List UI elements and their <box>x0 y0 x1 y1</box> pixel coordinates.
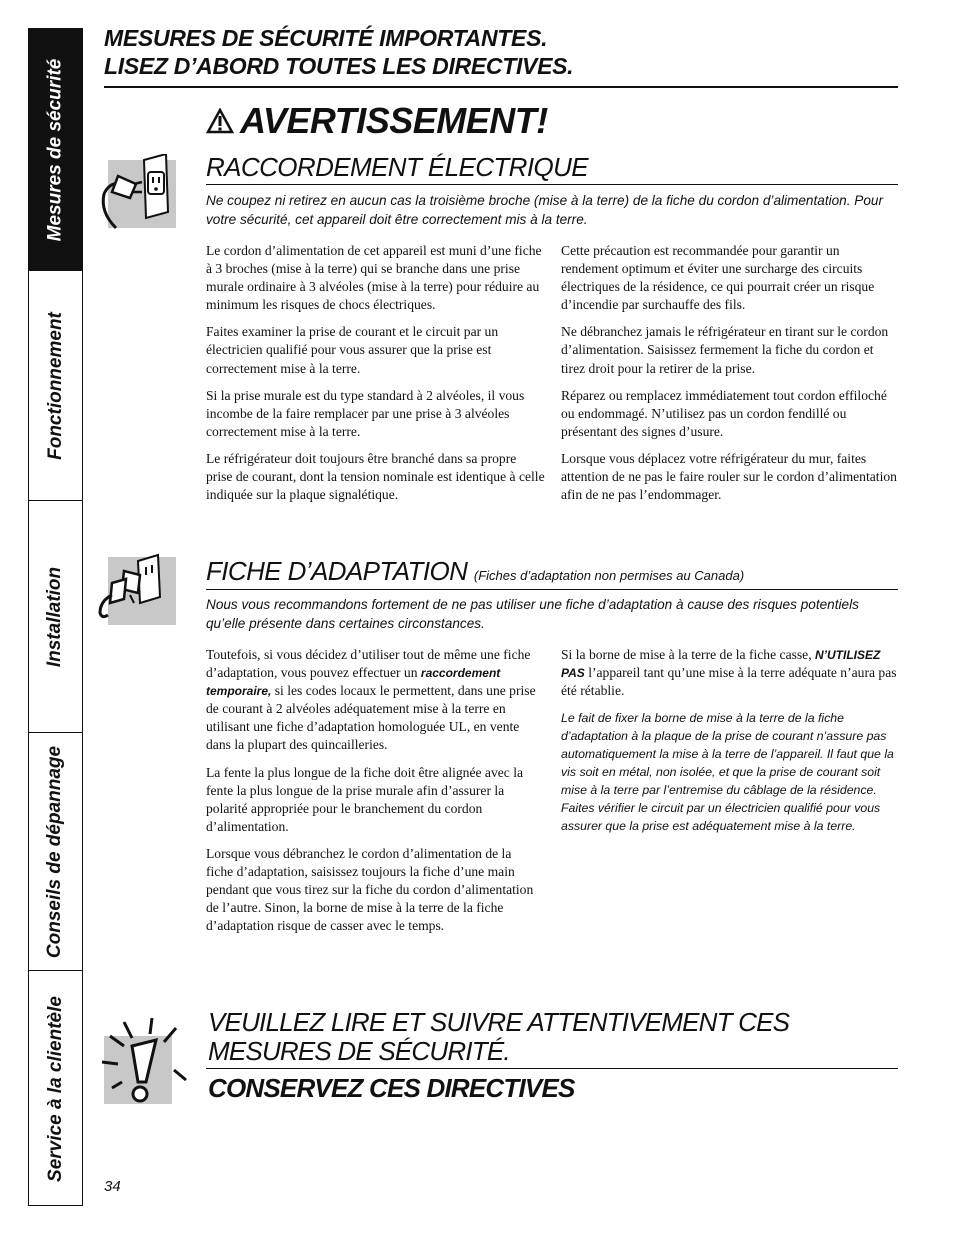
paragraph: Le réfrigérateur doit toujours être branché dans sa propre prise de courant, dont la tension nominale est identique à celle indiquée sur la plaque signalétique. <box>206 450 545 503</box>
page-header <box>104 24 898 80</box>
paragraph: Le cordon d’alimentation de cet appareil est muni d’une fiche à 3 broches (mise à la terre) qui se branche dans une prise murale ordinaire à 3 alvéoles (mise à la terre) pour réduire au minimum les risques de chocs électriques. <box>206 243 542 313</box>
tab-installation[interactable]: Installation <box>29 501 82 733</box>
page-number: 34 <box>104 1178 121 1195</box>
header-divider <box>104 86 898 88</box>
paragraph: Lorsque vous déplacez votre réfrigérateur du mur, faites attention de ne pas le faire rouler sur le cordon d’alimentation afin de ne pas l’endommager. <box>561 450 897 503</box>
paragraph: Si la borne de mise à la terre de la fiche casse, N’UTILISEZ PAS l’appareil tant qu’une mise à la terre adéquate n’aura pas été rétablie. <box>561 647 897 699</box>
paragraph: Cette précaution est recommandée pour garantir un rendement optimum et éviter une surcharge des circuits électriques de la résidence, ce qui pourrait créer un risque d’incendie par surchauffe des fils. <box>561 243 875 313</box>
section1-lead: Ne coupez ni retirez en aucun cas la troisième broche (mise à la terre) de la fiche du cordon d’alimentation. Pour votre sécurité, cet appareil doit être correctement mis à la terre. <box>206 193 884 227</box>
adapter-plug-icon <box>108 557 176 625</box>
header-line-2: LISEZ D’ABORD TOUTES LES DIRECTIVES. <box>104 53 574 79</box>
section2-title: FICHE D’ADAPTATION <box>206 556 468 586</box>
tab-conseils-de-depannage[interactable]: Conseils de dépannage <box>29 733 82 971</box>
warning-triangle-icon <box>206 108 234 134</box>
footer-notice: VEUILLEZ LIRE ET SUIVRE ATTENTIVEMENT CES MESURES DE SÉCURITÉ. <box>208 1007 790 1066</box>
footer-keep-directives: CONSERVEZ CES DIRECTIVES <box>208 1073 575 1103</box>
exclamation-warning-icon <box>104 1036 172 1104</box>
section1-right-column <box>561 242 898 513</box>
section-sidebar <box>28 28 83 1206</box>
section-title-raccordement: RACCORDEMENT ÉLECTRIQUE <box>206 152 589 182</box>
paragraph-note: Le fait de fixer la borne de mise à la terre de la fiche d’adaptation à la plaque de la prise de courant n’assure pas automatiquement la mise à la terre de l’appareil. Il faut que la vis soit en métal, non isolée, et que la prise de courant soit mise à la terre par l’entremise du câblage de la résidence. Faites vérifier le circuit par un électricien qualifié pour vous assurer que la prise est adéquatement mise à la terre. <box>561 711 894 834</box>
section2-left-column <box>206 646 541 944</box>
emphasis-temporary: raccordement temporaire, <box>206 666 501 699</box>
footer-divider <box>206 1068 898 1069</box>
paragraph: Si la prise murale est du type standard à 2 alvéoles, il vous incombe de la faire remplacer par une prise à 3 alvéoles correctement mise à la terre. <box>206 387 525 439</box>
tab-service-a-la-clientele[interactable]: Service à la clientèle <box>44 996 66 1182</box>
header-line-1: MESURES DE SÉCURITÉ IMPORTANTES. <box>104 25 548 51</box>
section2-right-column <box>561 646 898 844</box>
tab-fonctionnement[interactable]: Fonctionnement <box>29 271 82 501</box>
section2-divider <box>206 589 898 590</box>
paragraph: Faites examiner la prise de courant et le circuit par un électricien qualifié pour vous assurer que la prise est correctement mise à la terre. <box>206 324 499 376</box>
emphasis-do-not-use: N’UTILISEZ PAS <box>561 648 881 681</box>
plug-outlet-icon <box>108 160 176 228</box>
section2-lead: Nous vous recommandons fortement de ne pas utiliser une fiche d’adaptation à cause des risques potentiels qu’elle présente dans certaines circonstances. <box>206 597 859 631</box>
paragraph: Toutefois, si vous décidez d’utiliser tout de même une fiche d’adaptation, vous pouvez effectuer un raccordement temporaire, si les codes locaux le permettent, dans une prise de courant à 2 alvéoles adéquatement mise à la terre en utilisant une fiche d’adaptation homologuée UL, en vente dans la plupart des quincailleries. <box>206 647 536 753</box>
section1-divider <box>206 184 898 185</box>
warning-heading <box>206 100 548 142</box>
paragraph: Ne débranchez jamais le réfrigérateur en tirant sur le cordon d’alimentation. Saisissez fermement la fiche du cordon et tirez droit pour la retirer de la prise. <box>561 324 889 376</box>
paragraph: Lorsque vous débranchez le cordon d’alimentation de la fiche d’adaptation, saisissez toujours la fiche d’une main pendant que vous tirez sur la fiche du cordon d’alimentation de l’autre. Sinon, la borne de mise à la terre de la fiche d’adaptation risque de casser avec le temps. <box>206 845 534 934</box>
paragraph: Réparez ou remplacez immédiatement tout cordon effiloché ou endommagé. N’utilisez pas un cordon fendillé ou présentant des signes d’usure. <box>561 387 887 439</box>
section-title-fiche-adaptation <box>206 556 744 591</box>
section2-subtitle: (Fiches d’adaptation non permises au Canada) <box>473 568 745 583</box>
warning-title: AVERTISSEMENT! <box>240 100 548 141</box>
paragraph: La fente la plus longue de la fiche doit être alignée avec la fente la plus longue de la prise murale afin d’assurer la polarité appropriée pour le branchement du cordon d’alimentation. <box>206 764 524 834</box>
section1-left-column <box>206 242 546 513</box>
tab-mesures-de-securite[interactable]: Mesures de sécurité <box>29 29 82 271</box>
